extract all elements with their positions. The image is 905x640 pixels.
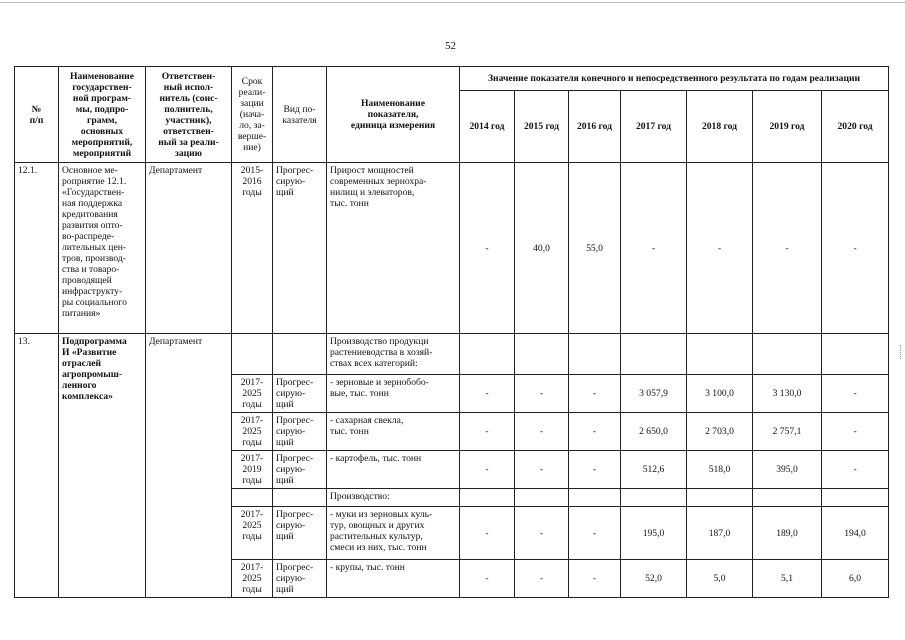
page-number: 52: [445, 40, 456, 52]
row-value: -: [460, 451, 515, 489]
row-value: 40,0: [515, 163, 569, 334]
row-value: -: [515, 413, 569, 451]
row-value: 3 057,9: [621, 375, 687, 413]
row-value: 6,0: [822, 560, 889, 598]
row-term: 2015- 2016 годы: [232, 163, 273, 334]
header-values-title: Значение показателя конечного и непосредственного результата по годам реализации: [460, 67, 889, 91]
row-indicator: - картофель, тыс. тонн: [327, 451, 460, 489]
row-value: 5,0: [687, 560, 753, 598]
row-value: 189,0: [753, 507, 822, 560]
row-value: [515, 489, 569, 507]
row-type: Прогрес- сирую- щий: [273, 560, 327, 598]
row-value: -: [515, 507, 569, 560]
header-responsible: Ответствен- ный испол- нитель (соис- полнитель, участник), ответствен- ный за реали- зацию: [146, 67, 232, 163]
table-row-13: [15, 334, 889, 375]
row-value: [460, 334, 515, 375]
header-year: 2015 год: [515, 91, 569, 163]
row-value: 395,0: [753, 451, 822, 489]
header-indicator: Наименование показателя, единица измерения: [327, 67, 460, 163]
row-num: 13.: [15, 334, 59, 598]
row-type: Прогрес- сирую- щий: [273, 507, 327, 560]
header-year: 2017 год: [621, 91, 687, 163]
row-value: -: [460, 560, 515, 598]
row-indicator: Прирост мощностей современных зернохра- нилищ и элеваторов, тыс. тонн: [327, 163, 460, 334]
row-value: 194,0: [822, 507, 889, 560]
row-value: 512,6: [621, 451, 687, 489]
row-value: -: [569, 413, 621, 451]
header-name: Наименование государствен- ной програм- мы, подпро- грамм, основных мероприятий, мероприятий: [59, 67, 146, 163]
scan-margin-mark: [900, 345, 903, 359]
row-value: [753, 489, 822, 507]
row-value: [822, 334, 889, 375]
page-top-rule: [0, 2, 905, 3]
row-value: [460, 489, 515, 507]
row-term: 2017- 2025 годы: [232, 375, 273, 413]
row-term: 2017- 2019 годы: [232, 451, 273, 489]
row-value: -: [460, 507, 515, 560]
row-value: 195,0: [621, 507, 687, 560]
row-indicator: - крупы, тыс. тонн: [327, 560, 460, 598]
row-value: -: [569, 507, 621, 560]
row-term: [232, 489, 273, 507]
row-value: [687, 334, 753, 375]
header-year: 2019 год: [753, 91, 822, 163]
row-term: 2017- 2025 годы: [232, 413, 273, 451]
row-value: -: [569, 560, 621, 598]
row-value: [621, 489, 687, 507]
row-value: 3 100,0: [687, 375, 753, 413]
row-responsible: Департамент: [146, 334, 232, 598]
row-type: [273, 334, 327, 375]
row-value: -: [569, 375, 621, 413]
row-value: -: [515, 560, 569, 598]
header-year: 2018 год: [687, 91, 753, 163]
row-type: [273, 489, 327, 507]
row-value: -: [515, 375, 569, 413]
row-value: -: [621, 163, 687, 334]
row-value: -: [460, 163, 515, 334]
row-value: 5,1: [753, 560, 822, 598]
row-type: Прогрес- сирую- щий: [273, 451, 327, 489]
row-term: 2017- 2025 годы: [232, 507, 273, 560]
row-indicator: - муки из зерновых куль- тур, овощных и других растительных культур, смеси из них, тыс. тонн: [327, 507, 460, 560]
row-value: [753, 334, 822, 375]
row-value: -: [822, 413, 889, 451]
row-value: -: [569, 451, 621, 489]
row-value: [621, 334, 687, 375]
row-name: Подпрограмма И «Развитие отраслей агропромыш- ленного комплекса»: [59, 334, 146, 598]
row-name: Основное ме- роприятие 12.1. «Государствен- ная поддержка кредитования развития опто- во-распреде- лительных цен- тров, производ- ства и товаро- проводящей инфраструкту- ры социального питания»: [59, 163, 146, 334]
row-value: [822, 489, 889, 507]
row-value: [569, 489, 621, 507]
row-value: -: [822, 375, 889, 413]
row-type: Прогрес- сирую- щий: [273, 375, 327, 413]
row-value: 187,0: [687, 507, 753, 560]
header-num: № п/п: [15, 67, 59, 163]
row-value: 2 757,1: [753, 413, 822, 451]
row-value: 518,0: [687, 451, 753, 489]
row-indicator: - сахарная свекла, тыс. тонн: [327, 413, 460, 451]
row-value: -: [515, 451, 569, 489]
header-term: Срок реали- зации (нача- ло, за- верше- ние): [232, 67, 273, 163]
row-value: [569, 334, 621, 375]
row-indicator: Производство продукци растениеводства в хозяй- ствах всех категорий:: [327, 334, 460, 375]
row-value: [687, 489, 753, 507]
row-indicator: - зерновые и зернобобо- вые, тыс. тонн: [327, 375, 460, 413]
table-row-12-1: [15, 163, 889, 334]
row-value: 52,0: [621, 560, 687, 598]
row-num: 12.1.: [15, 163, 59, 334]
row-indicator: Производство:: [327, 489, 460, 507]
header-year: 2016 год: [569, 91, 621, 163]
header-type: Вид по- казателя: [273, 67, 327, 163]
row-type: Прогрес- сирую- щий: [273, 163, 327, 334]
row-value: -: [460, 375, 515, 413]
row-term: 2017- 2025 годы: [232, 560, 273, 598]
indicators-table: [14, 66, 889, 598]
row-value: [515, 334, 569, 375]
row-value: 2 703,0: [687, 413, 753, 451]
row-type: Прогрес- сирую- щий: [273, 413, 327, 451]
row-value: 3 130,0: [753, 375, 822, 413]
row-value: -: [822, 163, 889, 334]
row-value: -: [753, 163, 822, 334]
row-value: -: [822, 451, 889, 489]
row-value: -: [687, 163, 753, 334]
row-responsible: Департамент: [146, 163, 232, 334]
row-value: 2 650,0: [621, 413, 687, 451]
header-year: 2014 год: [460, 91, 515, 163]
row-value: -: [460, 413, 515, 451]
header-year: 2020 год: [822, 91, 889, 163]
row-term: [232, 334, 273, 375]
row-value: 55,0: [569, 163, 621, 334]
